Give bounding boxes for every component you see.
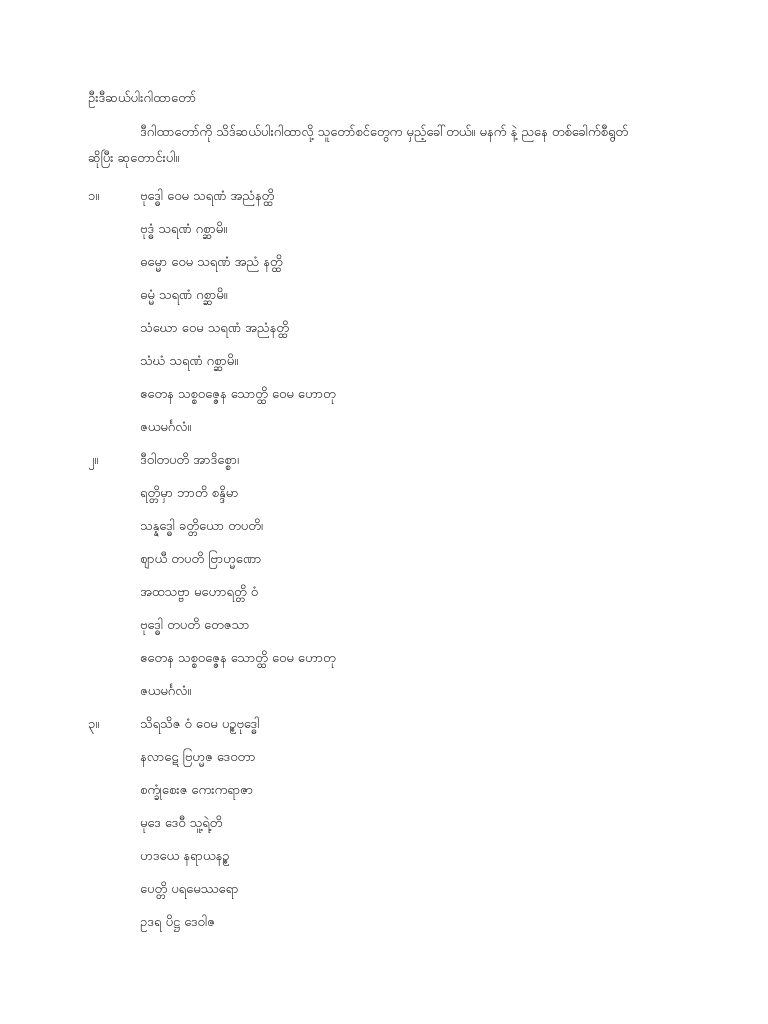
- verse-line: ဧတေန သစ္စဝဇ္ဇေန သောတ္ထိ ဝေမ ဟောတု: [140, 387, 336, 402]
- verse-line: ဟဒယေ နရာယနဥ္စ: [140, 849, 230, 864]
- verse-line: သံဃံ သရဏံ ဂစ္ဆာမိ။: [140, 354, 239, 369]
- intro-line-2: ဆိုပြီး ဆုတောင်းပါ။: [88, 151, 180, 166]
- section-number: ၁။: [88, 189, 100, 204]
- verse-line: ဓမ္မံ သရဏံ ဂစ္ဆာမိ။: [140, 288, 228, 303]
- verse-line: နလာဋေ ဗြဟ္မဇ ဒေဝတာ: [140, 750, 256, 765]
- verse-line: မုဒေ ဒေဝီ သူ့ရဲ့တိ: [140, 816, 223, 831]
- verse-line: သန္နဒ္ဓေါ ခတ္တိယော တပတိ၊: [140, 519, 263, 534]
- verse-line: ဇယမင်္ဂလံ။: [140, 684, 192, 699]
- verse-line: ဒီဝါတပတိ အာဒိစ္စော၊: [140, 453, 240, 468]
- verse-line: ဥဒရ ပိဋ္ဌ ဒေဝါဇ: [140, 915, 215, 930]
- verse-line: ဓမ္မော ဝေမ သရဏံ အညံ နတ္ထိ: [140, 255, 283, 270]
- verse-line: ဇယမင်္ဂလံ။: [140, 420, 192, 435]
- section-number: ၂။: [88, 453, 99, 468]
- verse-line: သံဃော ဝေမ သရဏံ အညံနတ္ထိ: [140, 321, 289, 336]
- intro-line-1: ဒီဂါထာတော်ကို သိဒ်ဆယ်ပါးဂါထာလို့ သူတော်စင်တွေက မှည့်ခေါ်တယ်။ မနက် နဲ့ ညနေ တစ်ခေါက်စီရွတ်: [140, 125, 629, 140]
- verse-line: အထသဗ္ဗာ မဟောရတ္တိ ဝံ: [140, 585, 259, 600]
- verse-line: ဗုဒ္ဓေါ ဝေမ သရဏံ အညံနတ္ထိ: [140, 189, 275, 204]
- document-title: ဦးဒီဆယ်ပါးဂါထာတော်: [88, 91, 197, 106]
- verse-line: စက္ခုံစေးဇ ကေးကရာဇာ: [140, 783, 254, 798]
- verse-line: ဧတေန သစ္စဝဇ္ဇေန သောတ္ထိ ဝေမ ဟောတု: [140, 651, 336, 666]
- verse-line: ပေတ္တိ ပရမေဿရော: [140, 882, 239, 897]
- verse-line: ဈာယီ တပတိ ဗြာဟ္မဏော: [140, 552, 262, 567]
- verse-line: သိရသိဇ ဝံ ဝေမ ပဥ္စဗုဒ္ဓေါ: [140, 717, 260, 732]
- section-number: ၃။: [88, 717, 100, 732]
- verse-line: ရတ္တိမှာ ဘာတိ စန္ဒိမာ: [140, 486, 239, 501]
- verse-line: ဗုဒ္ဓံ သရဏံ ဂစ္ဆာမိ။: [140, 222, 228, 237]
- verse-line: ဗုဒ္ဓေါ တပတိ တေဇသာ: [140, 618, 250, 633]
